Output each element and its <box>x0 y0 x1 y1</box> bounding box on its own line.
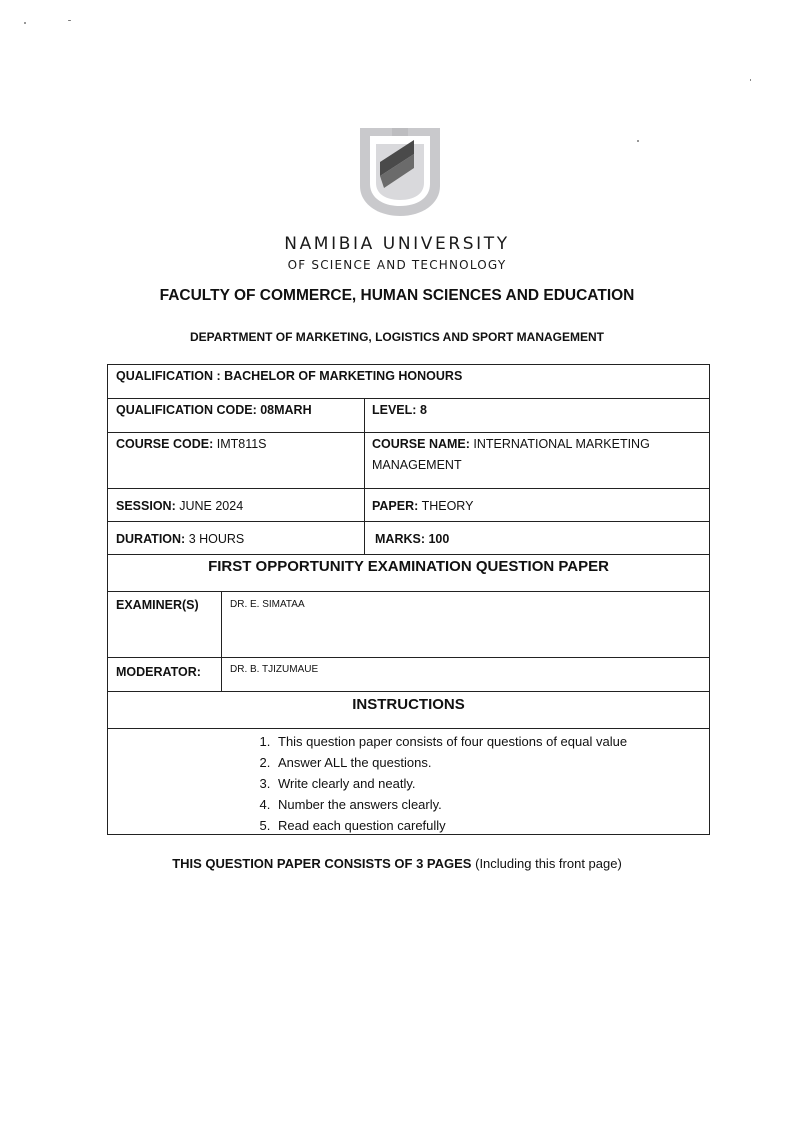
course-code-cell <box>116 434 267 455</box>
level-cell <box>372 400 427 421</box>
university-name: NAMIBIA UNIVERSITY <box>284 234 510 254</box>
paper-value: THEORY <box>421 499 474 513</box>
duration-cell <box>116 529 244 550</box>
qualification-cell <box>116 366 462 387</box>
examiner-label <box>116 595 199 616</box>
page-count-note <box>0 856 794 871</box>
instruction-item: 3. Write clearly and neatly. <box>274 773 627 794</box>
session-value: JUNE 2024 <box>179 499 244 513</box>
row-divider <box>108 521 709 522</box>
qualification-code-label: QUALIFICATION CODE: <box>116 403 257 417</box>
course-name-label: COURSE NAME: <box>372 437 470 451</box>
scan-speck <box>637 140 639 142</box>
row-divider <box>108 591 709 592</box>
examiner-label-text: EXAMINER(S) <box>116 598 199 612</box>
instructions-list <box>254 731 627 836</box>
row-divider <box>108 691 709 692</box>
session-label: SESSION: <box>116 499 176 513</box>
qualification-code-value: 08MARH <box>260 403 312 417</box>
page-count-bold: THIS QUESTION PAPER CONSISTS OF 3 PAGES <box>172 856 472 871</box>
marks-cell <box>375 529 449 550</box>
instruction-item: 4. Number the answers clearly. <box>274 794 627 815</box>
column-divider <box>221 591 222 691</box>
row-divider <box>108 554 709 555</box>
row-divider <box>108 488 709 489</box>
instructions-title: INSTRUCTIONS <box>352 696 465 713</box>
paper-label: PAPER: <box>372 499 419 513</box>
paper-cell <box>372 496 473 517</box>
qualification-code-cell <box>116 400 312 421</box>
duration-label: DURATION: <box>116 532 186 546</box>
faculty-title: FACULTY OF COMMERCE, HUMAN SCIENCES AND EDUCATION <box>159 287 635 304</box>
moderator-label-text: MODERATOR: <box>116 665 201 679</box>
department-title: DEPARTMENT OF MARKETING, LOGISTICS AND SPORT MANAGEMENT <box>190 330 604 344</box>
scan-speck <box>68 20 71 21</box>
moderator-value: DR. B. TJIZUMAUE <box>230 664 319 675</box>
exam-title: FIRST OPPORTUNITY EXAMINATION QUESTION PAPER <box>208 558 609 575</box>
qualification-label: QUALIFICATION : BACHELOR OF MARKETING HONOURS <box>116 369 463 383</box>
instruction-item: 5. Read each question carefully <box>274 815 627 836</box>
university-subname: OF SCIENCE AND TECHNOLOGY <box>287 258 507 272</box>
marks-label: MARKS: <box>375 532 425 546</box>
session-cell <box>116 496 243 517</box>
scan-speck <box>750 79 751 81</box>
course-name-value-cont: MANAGEMENT <box>372 458 462 472</box>
examiner-value: DR. E. SIMATAA <box>230 599 305 610</box>
instruction-item: 2. Answer ALL the questions. <box>274 752 627 773</box>
scan-speck <box>24 22 26 24</box>
level-value: 8 <box>419 403 427 417</box>
level-label: LEVEL: <box>372 403 417 417</box>
duration-value: 3 HOURS <box>188 532 245 546</box>
row-divider <box>108 657 709 658</box>
instruction-item: 1. This question paper consists of four questions of equal value <box>274 731 627 752</box>
course-name-cell <box>372 434 650 476</box>
marks-value: 100 <box>428 532 450 546</box>
course-code-label: COURSE CODE: <box>116 437 214 451</box>
row-divider <box>108 432 709 433</box>
moderator-label <box>116 662 201 683</box>
row-divider <box>108 398 709 399</box>
course-name-value: INTERNATIONAL MARKETING <box>473 437 650 451</box>
page-count-normal: (Including this front page) <box>475 856 622 871</box>
nust-shield-logo-icon <box>356 126 444 218</box>
course-code-value: IMT811S <box>216 437 267 451</box>
exam-details-table <box>107 364 710 835</box>
row-divider <box>108 728 709 729</box>
column-divider <box>364 398 365 554</box>
